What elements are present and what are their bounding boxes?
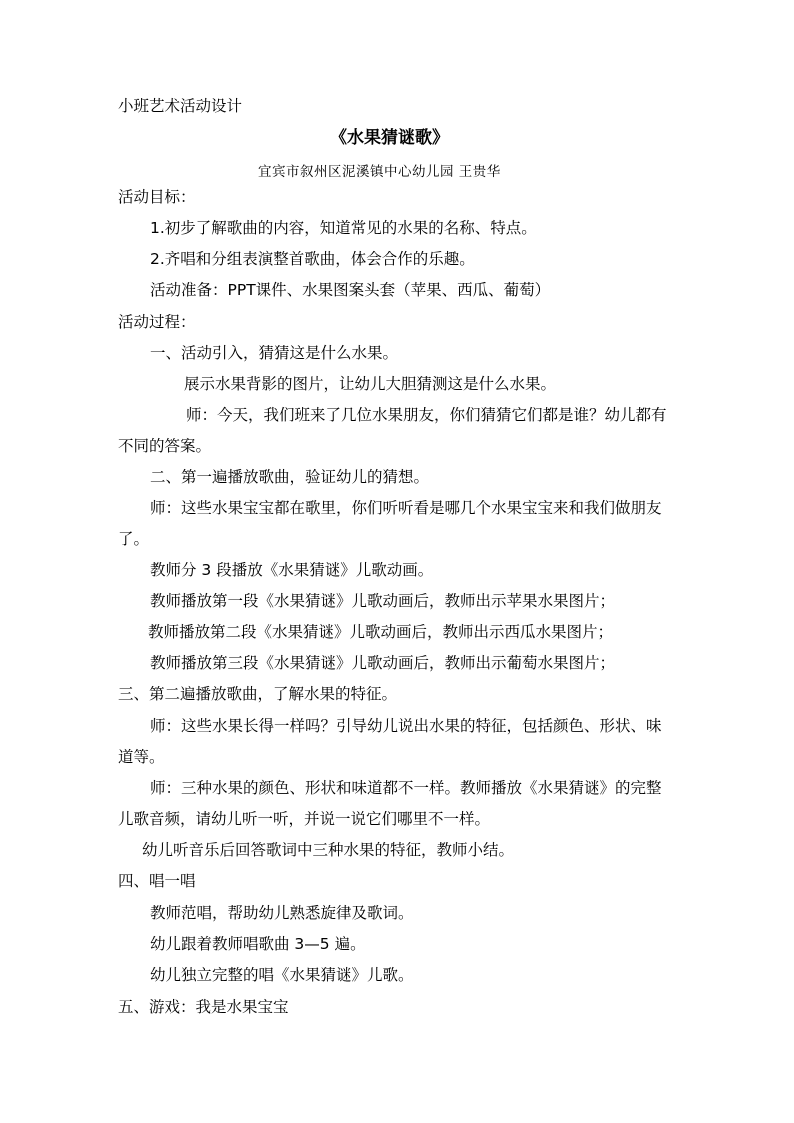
- section-heading: 二、第一遍播放歌曲，验证幼儿的猜想。: [150, 468, 430, 486]
- paragraph-line: 教师分 3 段播放《水果猜谜》儿歌动画。: [150, 561, 434, 579]
- paragraph-line: 师：这些水果宝宝都在歌里，你们听听看是哪几个水果宝宝来和我们做朋友: [150, 499, 662, 517]
- process-heading: 活动过程：: [118, 313, 196, 331]
- paragraph-line: 幼儿独立完整的唱《水果猜谜》儿歌。: [150, 966, 414, 984]
- paragraph-line: 师：这些水果长得一样吗？引导幼儿说出水果的特征，包括颜色、形状、味: [150, 717, 662, 735]
- paragraph-line: 幼儿跟着教师唱歌曲 3—5 遍。: [150, 935, 366, 953]
- section-heading: 四、唱一唱: [118, 872, 196, 890]
- section-heading: 五、游戏：我是水果宝宝: [118, 998, 289, 1016]
- category-label: 小班艺术活动设计: [118, 97, 243, 115]
- paragraph-line: 教师播放第二段《水果猜谜》儿歌动画后，教师出示西瓜水果图片；: [148, 623, 614, 641]
- paragraph-line: 展示水果背影的图片，让幼儿大胆猜测这是什么水果。: [184, 375, 557, 393]
- paragraph-line: 教师播放第三段《水果猜谜》儿歌动画后，教师出示葡萄水果图片；: [150, 654, 616, 672]
- preparation-line: 活动准备：PPT课件、水果图案头套（苹果、西瓜、葡萄）: [150, 281, 551, 299]
- paragraph-line: 师：今天，我们班来了几位水果朋友，你们猜猜它们都是谁？幼儿都有: [186, 406, 667, 424]
- paragraph-line: 儿歌音频，请幼儿听一听，并说一说它们哪里不一样。: [118, 810, 491, 828]
- goal-item: 1.初步了解歌曲的内容，知道常见的水果的名称、特点。: [150, 219, 537, 237]
- section-heading: 三、第二遍播放歌曲，了解水果的特征。: [118, 685, 398, 703]
- paragraph-line: 了。: [118, 530, 150, 548]
- paragraph-line: 教师范唱，帮助幼儿熟悉旋律及歌词。: [150, 904, 414, 922]
- paragraph-line: 师：三种水果的颜色、形状和味道都不一样。教师播放《水果猜谜》的完整: [150, 779, 662, 797]
- goal-item: 2.齐唱和分组表演整首歌曲，体会合作的乐趣。: [150, 250, 475, 268]
- paragraph-line: 不同的答案。: [118, 437, 212, 455]
- goals-heading: 活动目标：: [118, 188, 196, 206]
- paragraph-line: 道等。: [118, 748, 165, 766]
- paragraph-line: 幼儿听音乐后回答歌词中三种水果的特征，教师小结。: [142, 841, 515, 859]
- paragraph-line: 教师播放第一段《水果猜谜》儿歌动画后，教师出示苹果水果图片；: [150, 592, 616, 610]
- document-title: 《水果猜谜歌》: [330, 128, 449, 148]
- author-line: 宜宾市叙州区泥溪镇中心幼儿园 王贵华: [258, 164, 501, 180]
- section-heading: 一、活动引入，猜猜这是什么水果。: [150, 344, 399, 362]
